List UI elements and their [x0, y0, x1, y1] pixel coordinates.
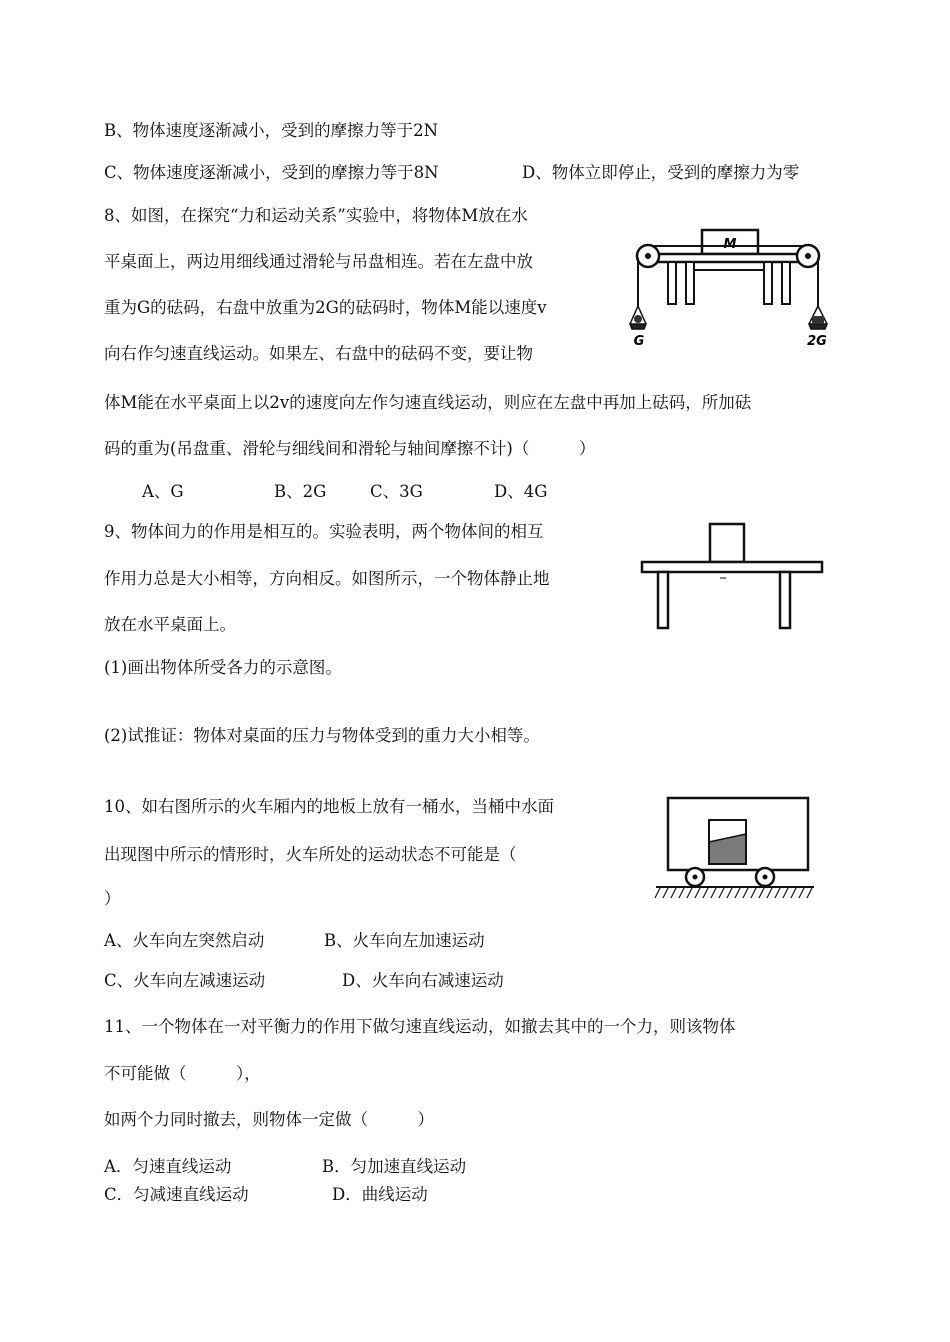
block-on-table-figure — [640, 520, 824, 632]
q9-part1: (1)画出物体所受各力的示意图。 — [104, 658, 342, 677]
q8-text-line6: 码的重为(吊盘重、滑轮与细线间和滑轮与轴间摩擦不计)（ ） — [104, 439, 596, 458]
q8-option-a: A、G — [142, 482, 184, 501]
q7-option-b: B、物体速度逐渐减小，受到的摩擦力等于2N — [104, 121, 439, 140]
q10-option-a: A、火车向左突然启动 — [104, 931, 265, 950]
pulley-apparatus-figure — [628, 226, 828, 350]
table-top — [648, 254, 808, 262]
q10-option-d: D、火车向右减速运动 — [342, 971, 504, 990]
right-pan — [809, 324, 827, 329]
left-pan — [630, 324, 646, 329]
q10-option-b: B、火车向左加速运动 — [324, 931, 485, 950]
q8-option-b: B、2G — [274, 482, 327, 501]
q8-text-line1: 8、如图，在探究“力和运动关系”实验中，将物体M放在水 — [104, 206, 528, 225]
q8-text-line2: 平桌面上，两边用细线通过滑轮与吊盘相连。若在左盘中放 — [104, 252, 533, 271]
q10-text-line3: ） — [104, 889, 121, 908]
train-car-figure — [652, 794, 818, 906]
block — [710, 524, 744, 562]
q10-option-c: C、火车向左减速运动 — [104, 971, 266, 990]
q10-text-line2: 出现图中所示的情形时，火车所处的运动状态不可能是（ — [104, 845, 517, 864]
q11-text-line1: 11、一个物体在一对平衡力的作用下做匀速直线运动，如撤去其中的一个力，则该物体 — [104, 1017, 736, 1036]
q11-option-c: C．匀减速直线运动 — [104, 1185, 249, 1204]
q11-option-d: D．曲线运动 — [332, 1185, 428, 1204]
q9-part2: (2)试推证：物体对桌面的压力与物体受到的重力大小相等。 — [104, 726, 540, 745]
q11-option-a: A．匀速直线运动 — [104, 1157, 232, 1176]
table-top — [642, 562, 822, 572]
q9-text-line3: 放在水平桌面上。 — [104, 615, 236, 634]
q8-text-line5: 体M能在水平桌面上以2v的速度向左作匀速直线运动，则应在左盘中再加上砝码，所加砝 — [104, 393, 752, 412]
q9-text-line1: 9、物体间力的作用是相互的。实验表明，两个物体间的相互 — [104, 522, 544, 541]
q8-option-d: D、4G — [494, 482, 548, 501]
right-pan-label: 2G — [807, 334, 827, 349]
q7-option-d: D、物体立即停止，受到的摩擦力为零 — [522, 163, 800, 182]
q8-option-c: C、3G — [370, 482, 423, 501]
q8-text-line4: 向右作匀速直线运动。如果左、右盘中的砝码不变，要让物 — [104, 344, 533, 363]
q10-text-line1: 10、如右图所示的火车厢内的地板上放有一桶水，当桶中水面 — [104, 797, 554, 816]
q8-text-line3: 重为G的砝码，右盘中放重为2G的砝码时，物体M能以速度v — [104, 298, 547, 317]
block-m-label: M — [723, 237, 737, 252]
q9-text-line2: 作用力总是大小相等，方向相反。如图所示，一个物体静止地 — [104, 569, 550, 588]
left-pan-label: G — [633, 334, 645, 349]
q7-option-c: C、物体速度逐渐减小，受到的摩擦力等于8N — [104, 163, 439, 182]
q11-text-line2: 不可能做（ ）， — [104, 1064, 261, 1083]
q11-text-line3: 如两个力同时撤去，则物体一定做（ ） — [104, 1110, 434, 1129]
q11-option-b: B．匀加速直线运动 — [322, 1157, 467, 1176]
